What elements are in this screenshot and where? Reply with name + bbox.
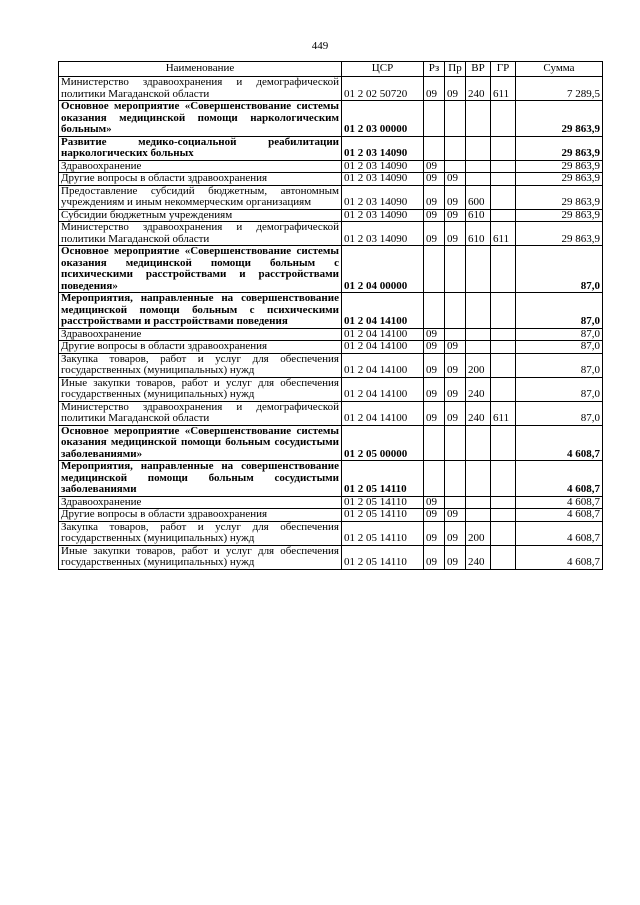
cell-rz: 09 xyxy=(424,509,445,522)
table-row xyxy=(59,209,603,222)
cell-pr: 09 xyxy=(445,185,466,209)
cell-sum: 4 608,7 xyxy=(516,425,603,461)
table-row xyxy=(59,521,603,545)
page-number: 449 xyxy=(311,40,329,52)
cell-gr xyxy=(491,341,516,354)
cell-name: Министерство здравоохранения и демографической политики Магаданской области xyxy=(59,222,342,246)
cell-vr xyxy=(466,461,491,497)
cell-name: Другие вопросы в области здравоохранения xyxy=(59,341,342,354)
cell-name: Мероприятия, направленные на совершенствование медицинской помощи больным с психическими расстройствами и расстройствами поведения xyxy=(59,293,342,329)
cell-vr: 200 xyxy=(466,353,491,377)
table-body xyxy=(59,77,603,570)
cell-rz xyxy=(424,461,445,497)
cell-gr xyxy=(491,328,516,341)
cell-vr xyxy=(466,173,491,186)
cell-pr: 09 xyxy=(445,209,466,222)
cell-gr xyxy=(491,293,516,329)
cell-csr: 01 2 05 00000 xyxy=(342,425,424,461)
cell-pr: 09 xyxy=(445,353,466,377)
cell-rz: 09 xyxy=(424,77,445,101)
cell-csr: 01 2 05 14110 xyxy=(342,496,424,509)
cell-sum: 87,0 xyxy=(516,246,603,293)
cell-sum: 4 608,7 xyxy=(516,496,603,509)
cell-gr xyxy=(491,496,516,509)
cell-rz xyxy=(424,293,445,329)
cell-rz: 09 xyxy=(424,341,445,354)
table-header xyxy=(59,62,603,77)
cell-pr: 09 xyxy=(445,341,466,354)
cell-rz: 09 xyxy=(424,222,445,246)
cell-name: Основное мероприятие «Совершенствование системы оказания медицинской помощи наркологическим больным» xyxy=(59,101,342,137)
header-vr: ВР xyxy=(466,62,491,77)
cell-vr: 240 xyxy=(466,77,491,101)
cell-pr: 09 xyxy=(445,509,466,522)
cell-csr: 01 2 05 14110 xyxy=(342,545,424,569)
table-row xyxy=(59,246,603,293)
budget-table xyxy=(58,61,603,570)
cell-csr: 01 2 03 14090 xyxy=(342,173,424,186)
cell-sum: 29 863,9 xyxy=(516,173,603,186)
cell-pr xyxy=(445,101,466,137)
cell-pr xyxy=(445,496,466,509)
cell-csr: 01 2 04 00000 xyxy=(342,246,424,293)
cell-sum: 87,0 xyxy=(516,377,603,401)
cell-gr xyxy=(491,246,516,293)
cell-vr: 240 xyxy=(466,377,491,401)
cell-csr: 01 2 05 14110 xyxy=(342,521,424,545)
cell-sum: 29 863,9 xyxy=(516,160,603,173)
cell-name: Субсидии бюджетным учреждениям xyxy=(59,209,342,222)
cell-csr: 01 2 02 50720 xyxy=(342,77,424,101)
cell-csr: 01 2 03 14090 xyxy=(342,222,424,246)
cell-pr xyxy=(445,160,466,173)
cell-pr: 09 xyxy=(445,401,466,425)
cell-vr xyxy=(466,328,491,341)
cell-csr: 01 2 04 14100 xyxy=(342,401,424,425)
cell-pr xyxy=(445,293,466,329)
table-row xyxy=(59,341,603,354)
cell-pr: 09 xyxy=(445,377,466,401)
cell-pr xyxy=(445,246,466,293)
cell-sum: 87,0 xyxy=(516,401,603,425)
table-row xyxy=(59,77,603,101)
cell-name: Другие вопросы в области здравоохранения xyxy=(59,509,342,522)
table-row xyxy=(59,353,603,377)
cell-vr: 610 xyxy=(466,222,491,246)
cell-rz xyxy=(424,425,445,461)
cell-name: Основное мероприятие «Совершенствование системы оказания медицинской помощи больным с психическими расстройствами и расстройствами поведения» xyxy=(59,246,342,293)
cell-rz: 09 xyxy=(424,160,445,173)
cell-vr xyxy=(466,293,491,329)
cell-name: Министерство здравоохранения и демографической политики Магаданской области xyxy=(59,401,342,425)
cell-sum: 29 863,9 xyxy=(516,101,603,137)
header-rz: Рз xyxy=(424,62,445,77)
cell-gr xyxy=(491,136,516,160)
table-row xyxy=(59,222,603,246)
header-sum: Сумма xyxy=(516,62,603,77)
cell-vr xyxy=(466,509,491,522)
cell-vr xyxy=(466,160,491,173)
cell-sum: 29 863,9 xyxy=(516,222,603,246)
cell-gr: 611 xyxy=(491,77,516,101)
table-row xyxy=(59,545,603,569)
cell-vr xyxy=(466,341,491,354)
cell-vr xyxy=(466,496,491,509)
cell-name: Здравоохранение xyxy=(59,496,342,509)
cell-name: Другие вопросы в области здравоохранения xyxy=(59,173,342,186)
cell-pr xyxy=(445,461,466,497)
cell-vr: 200 xyxy=(466,521,491,545)
cell-sum: 7 289,5 xyxy=(516,77,603,101)
cell-rz: 09 xyxy=(424,185,445,209)
cell-gr xyxy=(491,509,516,522)
cell-rz: 09 xyxy=(424,545,445,569)
table-row xyxy=(59,496,603,509)
cell-rz: 09 xyxy=(424,521,445,545)
cell-vr: 240 xyxy=(466,545,491,569)
cell-rz: 09 xyxy=(424,328,445,341)
cell-name: Здравоохранение xyxy=(59,328,342,341)
cell-pr xyxy=(445,328,466,341)
cell-name: Иные закупки товаров, работ и услуг для обеспечения государственных (муниципальных) нужд xyxy=(59,377,342,401)
table-row xyxy=(59,401,603,425)
cell-csr: 01 2 03 00000 xyxy=(342,101,424,137)
table-row xyxy=(59,160,603,173)
cell-csr: 01 2 03 14090 xyxy=(342,160,424,173)
cell-pr: 09 xyxy=(445,77,466,101)
table-row xyxy=(59,425,603,461)
table-row xyxy=(59,509,603,522)
table-row xyxy=(59,328,603,341)
cell-gr xyxy=(491,353,516,377)
cell-sum: 29 863,9 xyxy=(516,185,603,209)
cell-sum: 87,0 xyxy=(516,341,603,354)
cell-sum: 29 863,9 xyxy=(516,209,603,222)
cell-rz: 09 xyxy=(424,496,445,509)
cell-rz: 09 xyxy=(424,353,445,377)
cell-pr xyxy=(445,136,466,160)
cell-csr: 01 2 05 14110 xyxy=(342,461,424,497)
cell-vr xyxy=(466,101,491,137)
cell-rz: 09 xyxy=(424,377,445,401)
cell-name: Основное мероприятие «Совершенствование системы оказания медицинской помощи больным сосудистыми заболеваниями» xyxy=(59,425,342,461)
cell-sum: 4 608,7 xyxy=(516,545,603,569)
cell-gr: 611 xyxy=(491,401,516,425)
cell-pr: 09 xyxy=(445,545,466,569)
cell-vr xyxy=(466,425,491,461)
table-row xyxy=(59,136,603,160)
cell-csr: 01 2 03 14090 xyxy=(342,209,424,222)
cell-name: Развитие медико-социальной реабилитации наркологических больных xyxy=(59,136,342,160)
header-gr: ГР xyxy=(491,62,516,77)
cell-gr xyxy=(491,173,516,186)
cell-pr xyxy=(445,425,466,461)
cell-gr xyxy=(491,461,516,497)
cell-csr: 01 2 04 14100 xyxy=(342,353,424,377)
cell-vr: 610 xyxy=(466,209,491,222)
cell-pr: 09 xyxy=(445,222,466,246)
cell-vr xyxy=(466,246,491,293)
cell-gr xyxy=(491,101,516,137)
table-row xyxy=(59,185,603,209)
cell-sum: 29 863,9 xyxy=(516,136,603,160)
header-csr: ЦСР xyxy=(342,62,424,77)
cell-sum: 87,0 xyxy=(516,328,603,341)
table-row xyxy=(59,461,603,497)
cell-rz xyxy=(424,101,445,137)
cell-gr xyxy=(491,209,516,222)
table-row xyxy=(59,293,603,329)
cell-rz: 09 xyxy=(424,209,445,222)
cell-rz: 09 xyxy=(424,401,445,425)
cell-name: Закупка товаров, работ и услуг для обеспечения государственных (муниципальных) нужд xyxy=(59,521,342,545)
cell-name: Иные закупки товаров, работ и услуг для обеспечения государственных (муниципальных) нужд xyxy=(59,545,342,569)
cell-vr: 600 xyxy=(466,185,491,209)
cell-pr: 09 xyxy=(445,521,466,545)
cell-vr xyxy=(466,136,491,160)
cell-vr: 240 xyxy=(466,401,491,425)
cell-csr: 01 2 03 14090 xyxy=(342,185,424,209)
cell-csr: 01 2 04 14100 xyxy=(342,328,424,341)
cell-gr xyxy=(491,425,516,461)
cell-gr xyxy=(491,160,516,173)
cell-sum: 4 608,7 xyxy=(516,461,603,497)
cell-sum: 87,0 xyxy=(516,293,603,329)
cell-gr xyxy=(491,521,516,545)
cell-name: Закупка товаров, работ и услуг для обеспечения государственных (муниципальных) нужд xyxy=(59,353,342,377)
cell-name: Предоставление субсидий бюджетным, автономным учреждениям и иным некоммерческим организациям xyxy=(59,185,342,209)
header-name: Наименование xyxy=(59,62,342,77)
cell-rz: 09 xyxy=(424,173,445,186)
cell-gr: 611 xyxy=(491,222,516,246)
table-row xyxy=(59,377,603,401)
cell-sum: 4 608,7 xyxy=(516,509,603,522)
cell-gr xyxy=(491,377,516,401)
cell-csr: 01 2 04 14100 xyxy=(342,293,424,329)
cell-rz xyxy=(424,136,445,160)
header-row xyxy=(59,62,603,77)
header-pr: Пр xyxy=(445,62,466,77)
cell-csr: 01 2 05 14110 xyxy=(342,509,424,522)
cell-gr xyxy=(491,185,516,209)
cell-rz xyxy=(424,246,445,293)
cell-pr: 09 xyxy=(445,173,466,186)
cell-csr: 01 2 04 14100 xyxy=(342,377,424,401)
table-row xyxy=(59,101,603,137)
cell-csr: 01 2 04 14100 xyxy=(342,341,424,354)
cell-gr xyxy=(491,545,516,569)
cell-name: Здравоохранение xyxy=(59,160,342,173)
cell-name: Мероприятия, направленные на совершенствование медицинской помощи больным сосудистыми заболеваниями xyxy=(59,461,342,497)
cell-sum: 87,0 xyxy=(516,353,603,377)
table-row xyxy=(59,173,603,186)
cell-sum: 4 608,7 xyxy=(516,521,603,545)
cell-csr: 01 2 03 14090 xyxy=(342,136,424,160)
cell-name: Министерство здравоохранения и демографической политики Магаданской области xyxy=(59,77,342,101)
